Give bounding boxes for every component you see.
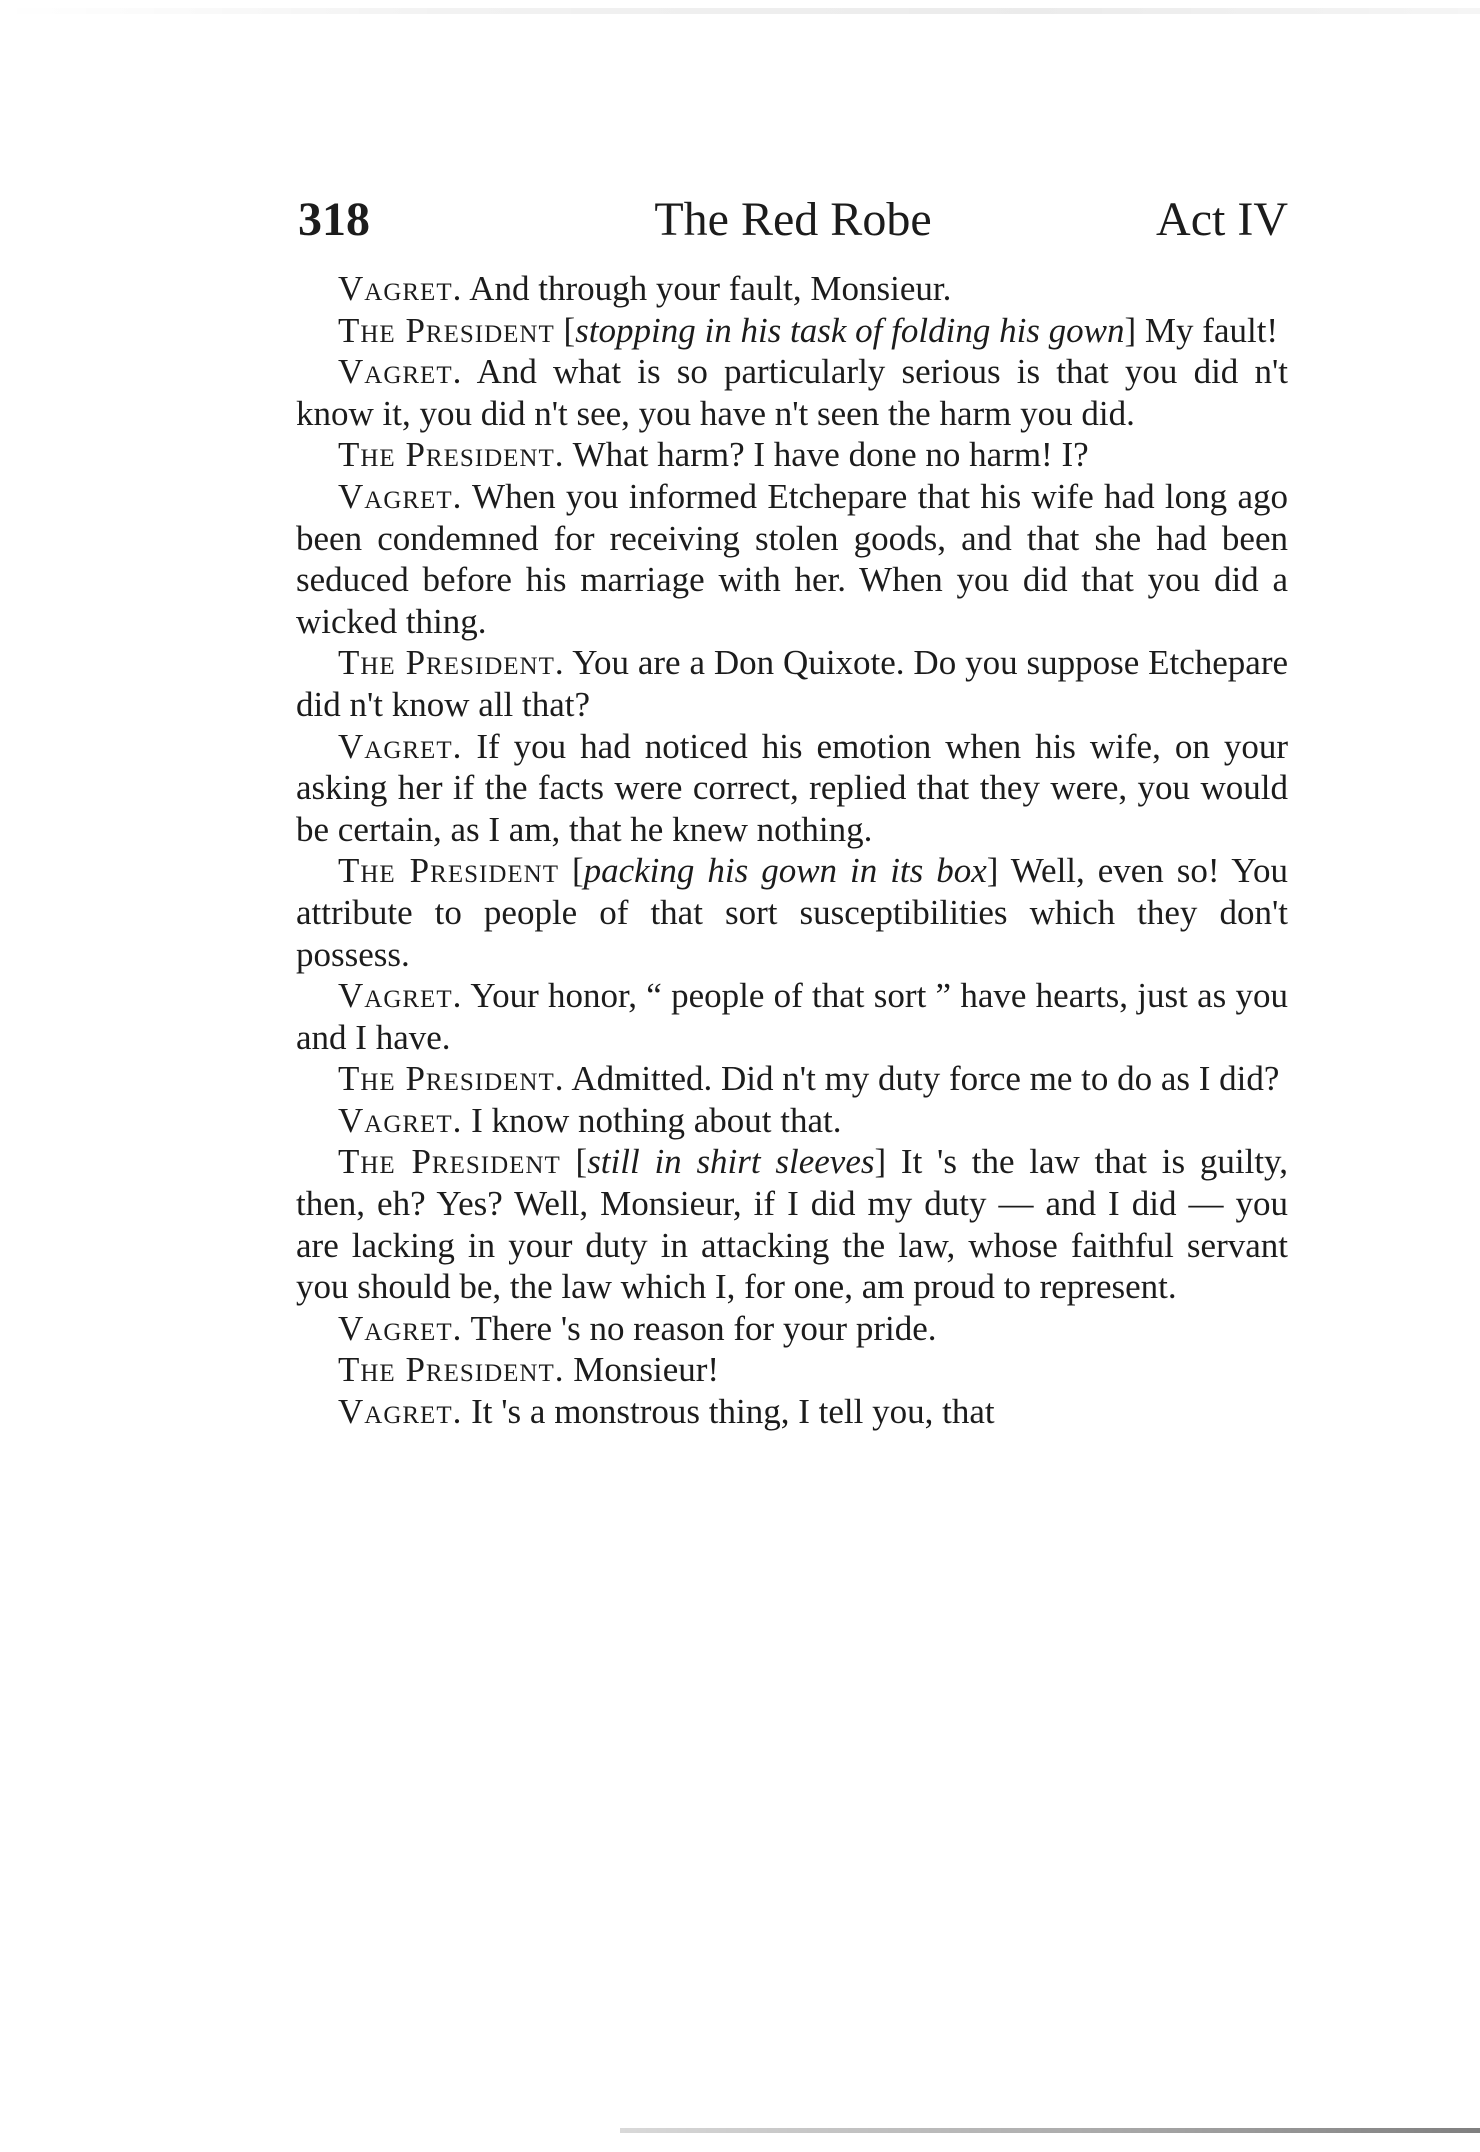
bracket-open: [ bbox=[554, 310, 576, 350]
speech-text: You are a Don Quixote. Do you suppose Etchepare did n't know all that? bbox=[296, 643, 1289, 724]
speech-vagret bbox=[296, 975, 1288, 1058]
speaker-name: Vagret. bbox=[338, 269, 463, 308]
act-label: Act IV bbox=[1156, 193, 1288, 246]
bracket-open: [ bbox=[560, 1142, 588, 1182]
speech-vagret bbox=[296, 476, 1288, 642]
speech-president bbox=[296, 642, 1288, 725]
stage-direction: still in shirt sleeves bbox=[587, 1142, 875, 1182]
speaker-name: Vagret. bbox=[338, 976, 463, 1016]
speaker-name: The President. bbox=[338, 1350, 565, 1390]
speaker-name: The President. bbox=[338, 1059, 565, 1099]
speech-text: I know nothing about that. bbox=[471, 1100, 842, 1140]
speaker-name: Vagret. bbox=[338, 476, 463, 516]
speech-text: What harm? I have done no harm! I? bbox=[572, 435, 1089, 475]
book-title: The Red Robe bbox=[654, 193, 932, 246]
speaker-name: The President bbox=[338, 851, 559, 891]
speaker-name: The President. bbox=[338, 643, 565, 683]
speech-president bbox=[296, 1349, 1288, 1391]
speech-president bbox=[296, 310, 1288, 352]
speaker-name: Vagret. bbox=[338, 1100, 463, 1140]
speech-text: My fault! bbox=[1144, 310, 1279, 350]
running-head bbox=[298, 185, 1288, 255]
speech-text: It 's a monstrous thing, I tell you, that bbox=[471, 1392, 995, 1432]
speech-text: When you informed Etchepare that his wife had long ago been condemned for receiving stolen goods, and that she had been seduced before his marriage with her. When you did that you did a wicked thing. bbox=[296, 476, 1288, 641]
speech-text: And through your fault, Monsieur. bbox=[469, 269, 952, 308]
speech-president bbox=[296, 1058, 1288, 1100]
scan-edge-bottom bbox=[620, 2128, 1480, 2133]
speaker-name: Vagret. bbox=[338, 1392, 463, 1432]
speech-text: If you had noticed his emotion when his wife, on your asking her if the facts were correct, replied that they were, you would be certain, as I am, that he knew nothing. bbox=[296, 726, 1288, 849]
speech-text: Monsieur! bbox=[573, 1350, 720, 1390]
speech-vagret bbox=[296, 351, 1288, 434]
speech-vagret bbox=[296, 1391, 1288, 1433]
bracket-close: ] bbox=[986, 851, 1011, 891]
speech-text: And what is so particularly serious is that you did n't know it, you did n't see, you have n't seen the harm you did. bbox=[296, 352, 1288, 433]
speech-text: It 's the law that is guilty, then, eh? Yes? Well, Monsieur, if I did my duty — and I did — you are lacking in your duty in attacking the law, whose faithful servant you should be, the law which I, for one, am proud to represent. bbox=[296, 1142, 1289, 1307]
speech-vagret bbox=[296, 726, 1288, 851]
stage-direction: stopping in his task of folding his gown bbox=[575, 310, 1125, 350]
speech-vagret bbox=[296, 1100, 1288, 1142]
page-number: 318 bbox=[298, 193, 370, 246]
dialogue-text bbox=[296, 268, 1288, 1433]
speech-president bbox=[296, 1141, 1288, 1307]
scan-edge-top bbox=[0, 8, 1480, 14]
speech-text: Admitted. Did n't my duty force me to do as I did? bbox=[571, 1059, 1280, 1099]
bracket-open: [ bbox=[558, 851, 584, 891]
speech-text: Well, even so! You attribute to people of that sort susceptibilities which they don't possess. bbox=[296, 851, 1288, 974]
speaker-name: Vagret. bbox=[338, 726, 463, 766]
speaker-name: The President bbox=[338, 310, 555, 350]
speech-text: There 's no reason for your pride. bbox=[470, 1308, 937, 1348]
bracket-close: ] bbox=[1124, 310, 1145, 350]
speech-president bbox=[296, 434, 1288, 476]
speech-text: Your honor, “ people of that sort ” have hearts, just as you and I have. bbox=[296, 976, 1289, 1057]
speaker-name: The President bbox=[338, 1142, 561, 1182]
speech-president bbox=[296, 850, 1288, 975]
stage-direction: packing his gown in its box bbox=[583, 851, 987, 891]
speaker-name: The President. bbox=[338, 435, 565, 475]
speaker-name: Vagret. bbox=[338, 352, 463, 392]
bracket-close: ] bbox=[874, 1142, 901, 1182]
speech-vagret bbox=[296, 1308, 1288, 1350]
speaker-name: Vagret. bbox=[338, 1308, 463, 1348]
speech-vagret bbox=[296, 268, 1288, 310]
